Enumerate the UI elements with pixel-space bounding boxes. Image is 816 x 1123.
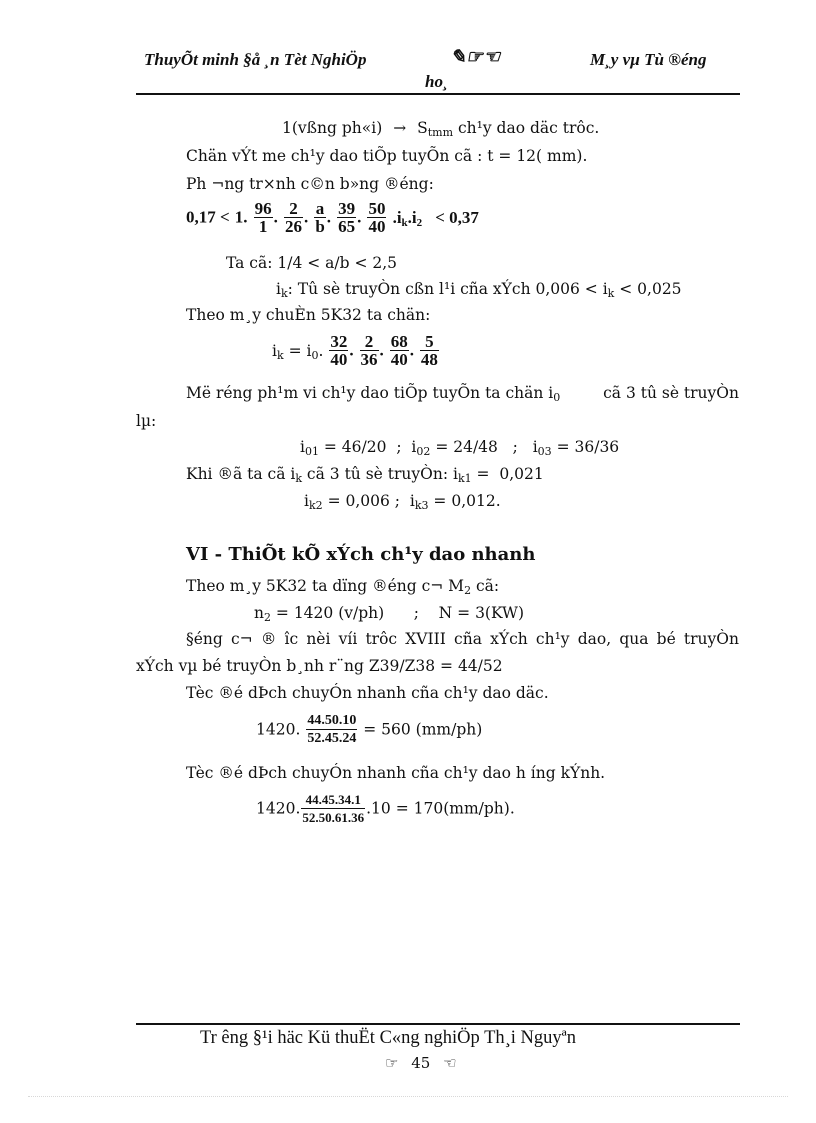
section-line-longitudinal: Tèc ®é dÞch chuyÓn nhanh cña ch¹y dao däc.	[186, 684, 549, 702]
pointing-hand-icon: ☜	[443, 1054, 457, 1072]
equation-ik: $i_k = i_0$. $\frac{32}{40}$ . $\frac{2}{36}$ . $\frac{68}{40}$ . $\frac{5}{48}$	[272, 332, 438, 369]
line-2: Chän vÝt me ch¹y dao tiÕp tuyÕn cã : t = 12( mm).	[186, 147, 588, 165]
fraction: $\frac{2}{26}$	[284, 199, 302, 236]
equation-balance: 0,17 < 1. $\frac{96}{1}$ . $\frac{2}{26}$ . $\frac{a}{b}$ . $\frac{39}{65}$ . $\frac{50}{40}$ $.i_k.i_2 < 0,37$	[186, 199, 479, 236]
header-decoration-icon: ✎☞☜	[450, 47, 500, 68]
line-extend-range-cont: lµ:	[136, 412, 157, 430]
header-center-subtitle: ho¸	[425, 72, 449, 91]
fraction: $\frac{50}{40}$	[368, 199, 386, 236]
line-3: Ph ¬ng tr×nh c©n b»ng ®éng:	[186, 175, 434, 193]
equation-radial-speed: 1420. $\frac{44.45.34.1}{52.50.61.36}$ .10 = 170(mm/ph).	[256, 792, 515, 825]
line-ik-range: $i_k$: Tû sè truyÒn cßn l¹i cña xÝch $0,006 < i_k < 0,025$	[276, 280, 682, 300]
footer-rule	[136, 1023, 740, 1025]
page-edge-divider	[28, 1096, 788, 1097]
section-line-motor: Theo m¸y 5K32 ta dïng ®éng c¬ $M_2$ cã:	[186, 577, 500, 597]
fraction: $\frac{a}{b}$	[315, 199, 325, 236]
fraction: $\frac{96}{1}$	[254, 199, 272, 236]
header-right-title: M¸y vµ Tù ®éng	[590, 50, 707, 69]
header-rule	[136, 93, 740, 95]
line-1: 1(vßng ph«i) → $S_{tmm}$ ch¹y dao däc trôc.	[282, 119, 600, 139]
line-ik2-ik3: $i_{k2} = 0,006$ ; $i_{k3} = 0,012$.	[304, 492, 501, 512]
footer-page-number: ☞ 45 ☜	[385, 1054, 457, 1072]
right-arrow-icon: →	[393, 119, 407, 137]
header-left-title: ThuyÕt minh §å ¸n Tèt NghiÖp	[144, 50, 367, 69]
line-standard-machine: Theo m¸y chuÈn 5K32 ta chän:	[186, 306, 431, 324]
fraction: $\frac{39}{65}$	[338, 199, 356, 236]
fraction: $\frac{44.45.34.1}{52.50.61.36}$	[302, 792, 365, 825]
line-i0-ratios: $i_{01} = 46/20$ ; $i_{02} = 24/48$ ; $i_{03} = 36/36$	[300, 438, 620, 458]
equation-longitudinal-speed: 1420. $\frac{44.50.10}{52.45.24}$ = 560 (mm/ph)	[256, 713, 483, 746]
fraction: $\frac{68}{40}$	[390, 332, 408, 369]
line-ik-ratios: Khi ®ã ta cã $i_k$ cã 3 tû sè truyÒn: $i_{k1} = 0,021$	[186, 465, 544, 485]
line-extend-range: Më réng ph¹m vi ch¹y dao tiÕp tuyÕn ta chän $i_0$ cã 3 tû sè truyÒn	[186, 384, 739, 404]
fraction: $\frac{32}{40}$	[330, 332, 348, 369]
fraction: $\frac{5}{48}$	[420, 332, 438, 369]
section-line-motor-connection: §éng c¬ ® îc nèi víi trôc XVIII cña xÝch ch¹y dao, qua bé truyÒn	[186, 630, 739, 648]
section-line-radial: Tèc ®é dÞch chuyÓn nhanh cña ch¹y dao h íng kÝnh.	[186, 764, 606, 782]
section-line-gear: xÝch vµ bé truyÒn b¸nh r¨ng Z39/Z38 = 44/52	[136, 657, 503, 675]
fraction: $\frac{2}{36}$	[360, 332, 378, 369]
section-line-speed-power: $n_2 = 1420$ (v/ph) ; N = 3(KW)	[254, 604, 524, 624]
fraction: $\frac{44.50.10}{52.45.24}$	[307, 713, 357, 746]
section-title: VI - ThiÕt kÕ xÝch ch¹y dao nhanh	[186, 544, 536, 565]
pointing-hand-icon: ☞	[385, 1054, 399, 1072]
footer-school: Tr êng §¹i häc Kü thuËt C«ng nghiÖp Th¸i Nguyªn	[200, 1028, 577, 1048]
line-ab-range: Ta cã: 1/4 < a/b < 2,5	[226, 254, 398, 272]
